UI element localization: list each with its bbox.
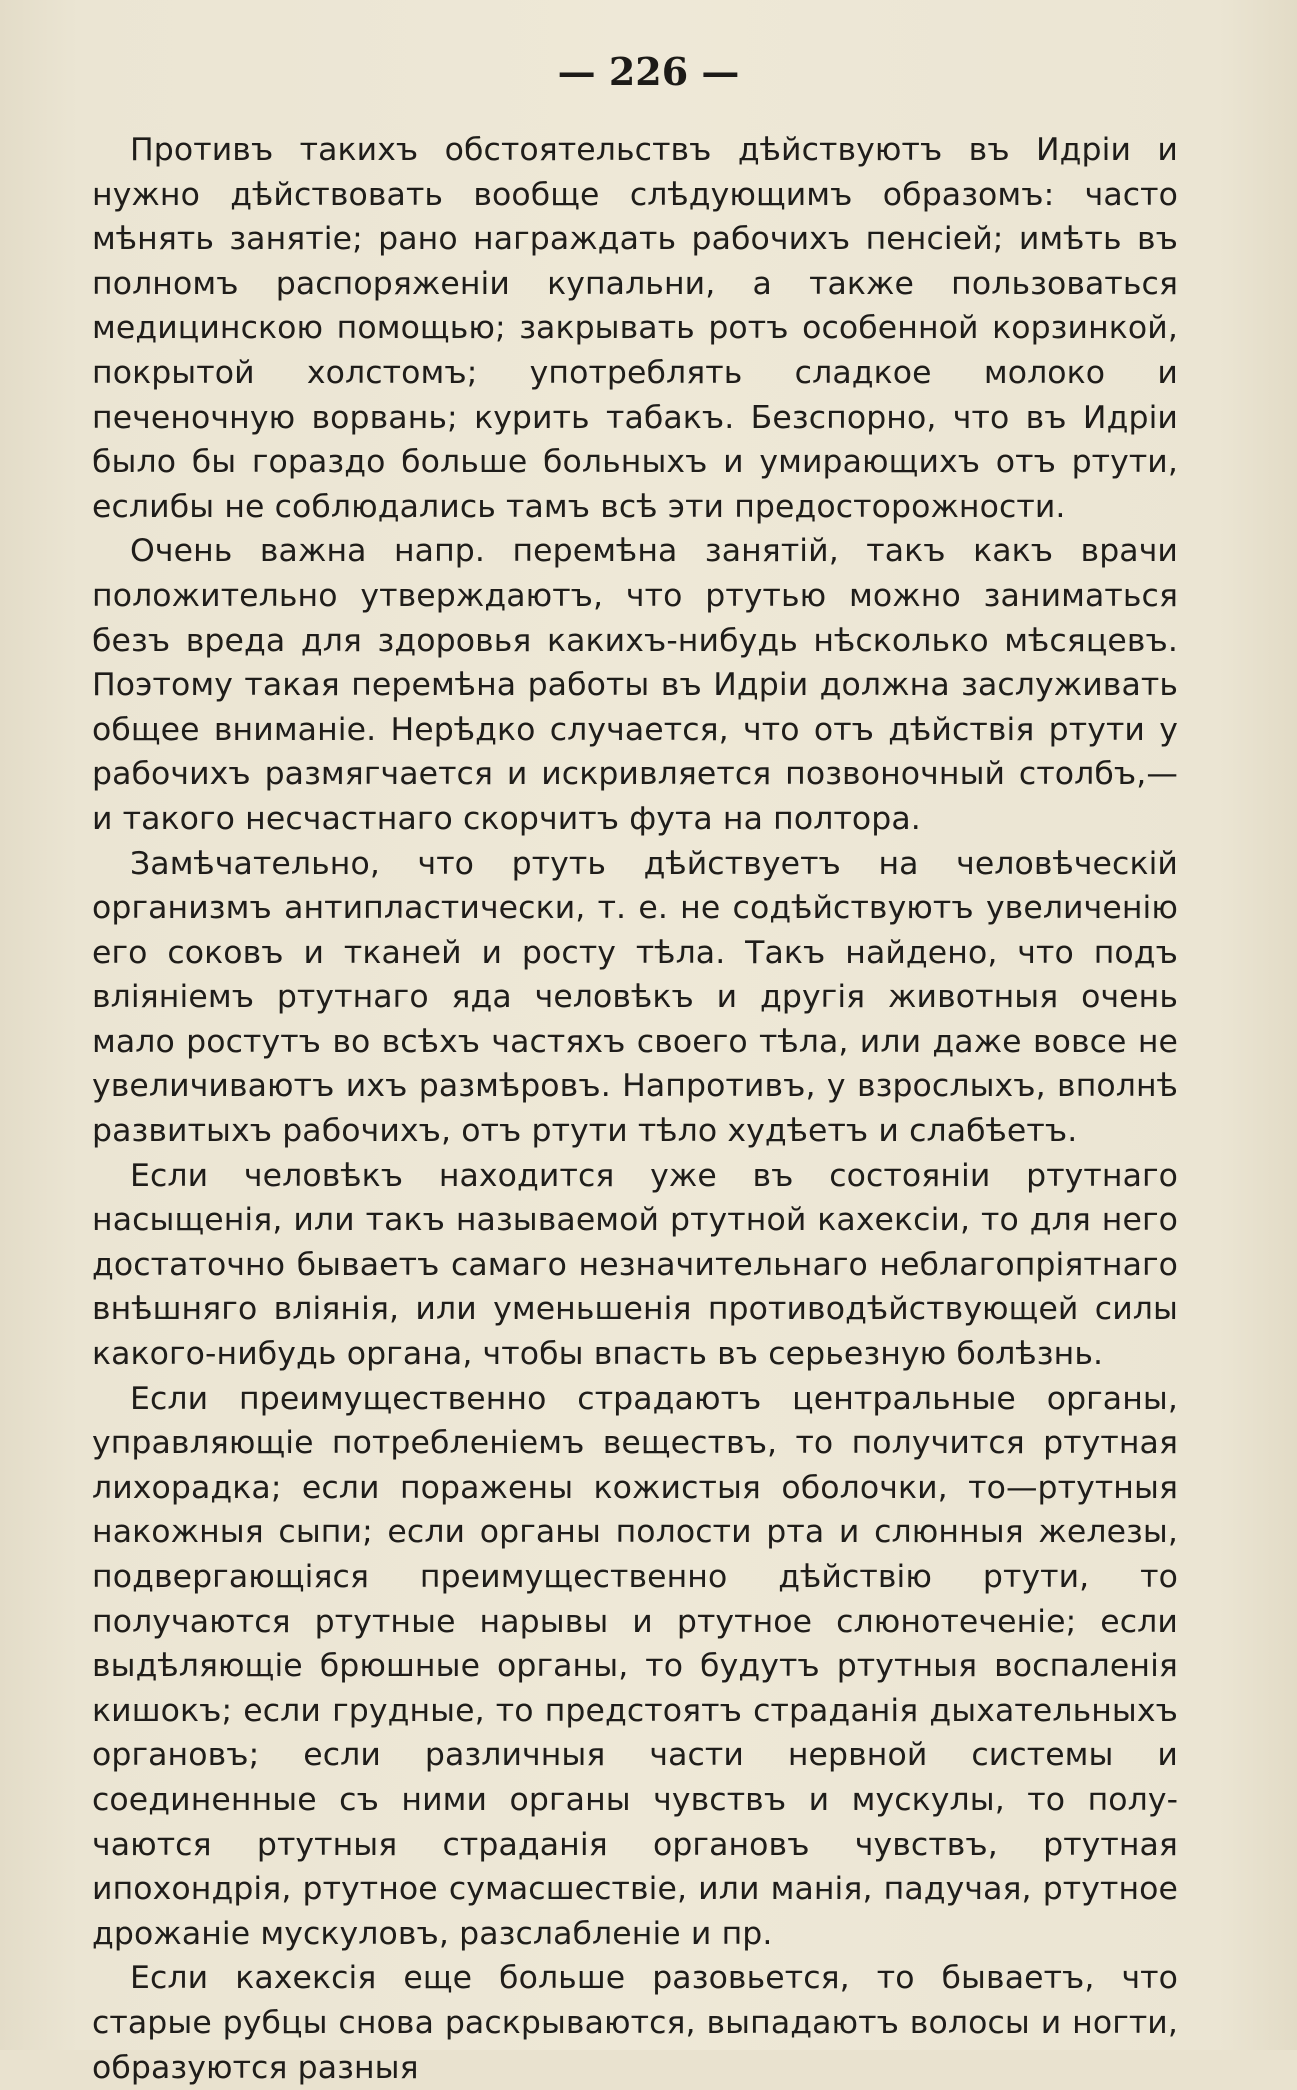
paragraph-4: Если человѣкъ находится уже въ состояніи ртутнаго насыщенія, или такъ называемой ртутной кахексіи, то для него достаточно бываетъ самаго незначительнаго неблагопріятнаго внѣшняго вліянія, или уменьшенія противодѣйствующей силы какого-нибудь органа, чтобы впасть въ серьезную болѣзнь. [92,1157,1178,1373]
paragraph-1: Противъ такихъ обстоятельствъ дѣйствуютъ въ Идріи и нужно дѣйствовать вообще слѣдующимъ образомъ: часто мѣнять занятіе; рано награждать рабочихъ пенсіей; имѣть въ полномъ распоряженіи купальни, а также пользоваться медицинскою помощью; закрывать ротъ особенной корзинкой, покрытой холстомъ; употреблять сладкое молоко и печеночную ворвань; курить табакъ. Безспорно, что въ Идріи было бы гораздо больше больныхъ и умирающихъ отъ ртути, еслибы не соблюдались тамъ всѣ эти предосторожности. [92,132,1178,525]
paragraph-6: Если кахексія еще больше разовьется, то бываетъ, что старые рубцы снова раскрываются, выпадаютъ волосы и ногти, образуются разныя [92,1960,1178,2086]
paragraph-2: Очень важна напр. перемѣна занятій, такъ какъ врачи положительно утверждаютъ, что ртутью можно заниматься безъ вреда для здоровья какихъ-нибудь нѣсколько мѣсяцевъ. Поэтому такая перемѣна работы въ Идріи должна заслуживать общее вниманіе. Нерѣдко случается, что отъ дѣйствія ртути у рабочихъ размягчается и искривляется позвоночный столбъ,—и такого несчастнаго скорчитъ фута на полтора. [92,533,1178,837]
paragraph-3: Замѣчательно, что ртуть дѣйствуетъ на человѣческій организмъ антипластически, т. е. не содѣйствуютъ увеличенію его соковъ и тканей и росту тѣла. Такъ найдено, что подъ вліяніемъ ртутнаго яда человѣкъ и другія животныя очень мало ростутъ во всѣхъ частяхъ своего тѣла, или даже вовсе не увеличиваютъ ихъ размѣровъ. Напротивъ, у взрослыхъ, вполнѣ развитыхъ рабочихъ, отъ ртути тѣло худѣетъ и слабѣетъ. [92,845,1178,1150]
page-number: — 226 — [557,49,740,94]
paragraph-5: Если преимущественно страдаютъ центральные органы, управляющіе потребленіемъ веществъ, то получится ртутная лихорадка; если поражены кожистыя оболочки, то—ртутныя накожныя сыпи; если органы полости рта и слюнныя железы, подвергающіяся преимущественно дѣйствію ртути, то получаются ртутные нарывы и ртутное слюнотеченіе; если выдѣляющіе брюшные органы, то будутъ ртутныя воспаленія кишокъ; если грудные, то предстоятъ страданія дыхательныхъ органовъ; если различныя части нервной системы и соединенные съ ними органы чувствъ и мускулы, то получаются ртутныя страданія органовъ чувствъ, ртутная ипохондрія, ртутное сумасшествіе, или манія, падучая, ртутное дрожаніе мускуловъ, разслабленіе и пр. [92,1380,1178,1952]
body-text [92,128,1178,2090]
